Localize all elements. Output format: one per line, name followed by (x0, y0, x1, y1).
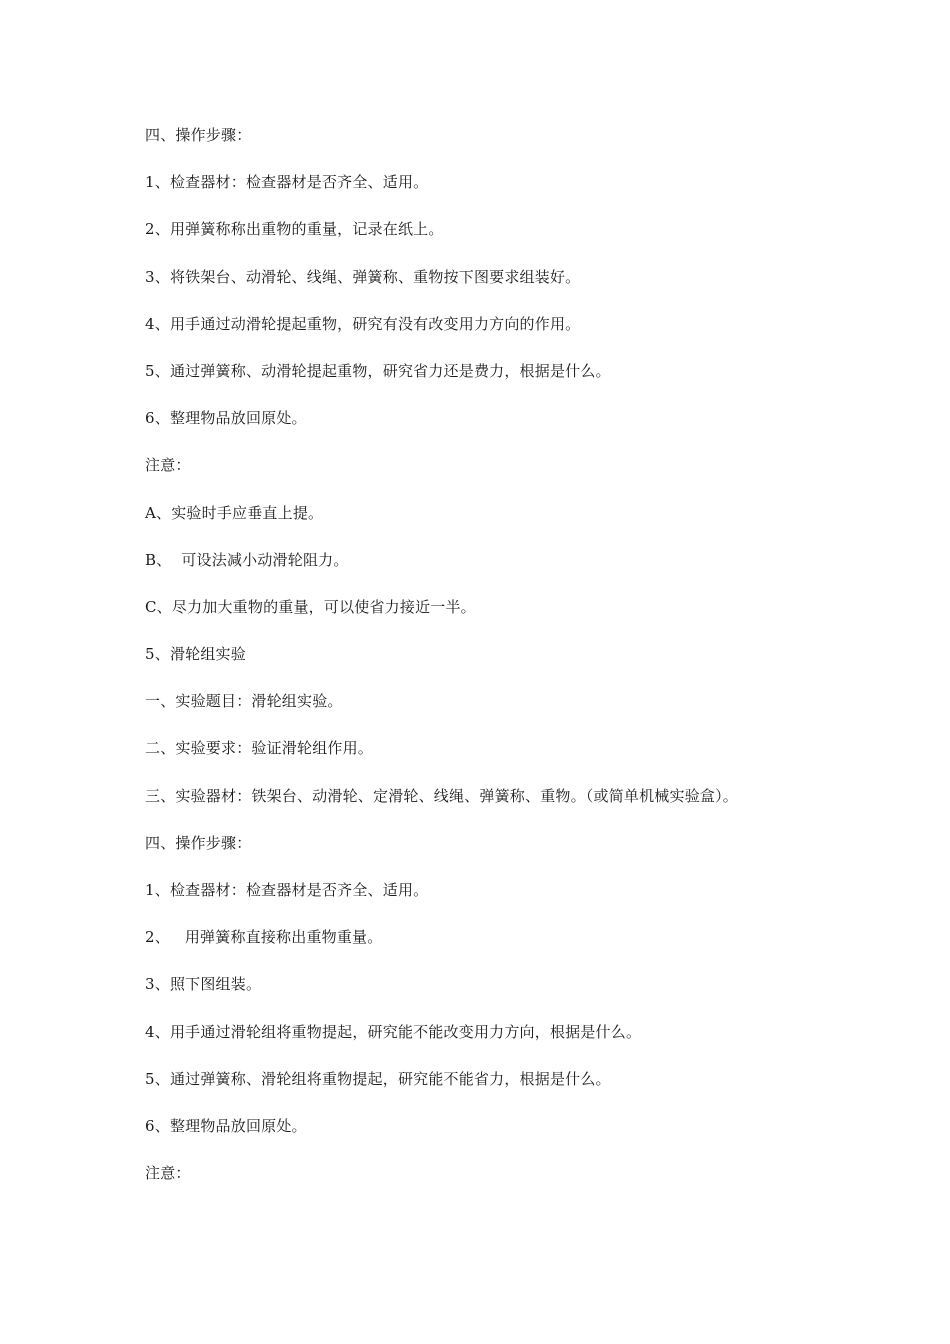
step-5: 5、通过弹簧称、动滑轮提起重物，研究省力还是费力，根据是什么。 (145, 361, 611, 380)
step-4: 4、用手通过动滑轮提起重物，研究有没有改变用力方向的作用。 (145, 314, 581, 333)
step-3: 3、将铁架台、动滑轮、线绳、弹簧称、重物按下图要求组装好。 (145, 267, 581, 286)
step-3-b: 3、照下图组装。 (145, 975, 262, 994)
section-heading: 四、操作步骤： (145, 126, 252, 144)
step-2: 2、用弹簧称称出重物的重量，记录在纸上。 (145, 220, 444, 239)
step-5-b: 5、通过弹簧称、滑轮组将重物提起，研究能不能省力，根据是什么。 (145, 1069, 611, 1088)
step-2-b: 2、 用弹簧称直接称出重物重量。 (145, 928, 383, 947)
note-a: A、实验时手应垂直上提。 (145, 503, 324, 522)
section-heading-2: 四、操作步骤： (145, 833, 252, 852)
note-b: B、 可设法减小动滑轮阻力。 (145, 550, 349, 569)
step-4-b: 4、用手通过滑轮组将重物提起，研究能不能改变用力方向，根据是什么。 (145, 1022, 642, 1041)
experiment-title: 5、滑轮组实验 (145, 645, 246, 664)
step-1: 1、检查器材：检查器材是否齐全、适用。 (145, 173, 429, 192)
step-6-b: 6、整理物品放回原处。 (145, 1116, 307, 1135)
note-heading: 注意： (145, 456, 191, 475)
experiment-requirement: 二、实验要求：验证滑轮组作用。 (145, 739, 374, 758)
step-6: 6、整理物品放回原处。 (145, 409, 307, 428)
experiment-equipment: 三、实验器材：铁架台、动滑轮、定滑轮、线绳、弹簧称、重物。（或简单机械实验盒）。 (145, 786, 739, 805)
document-body (145, 124, 905, 1209)
note-c: C、尽力加大重物的重量，可以使省力接近一半。 (145, 597, 476, 616)
step-1-b: 1、检查器材：检查器材是否齐全、适用。 (145, 881, 429, 899)
experiment-topic: 一、实验题目：滑轮组实验。 (145, 692, 343, 711)
note-heading-2: 注意： (145, 1164, 191, 1183)
